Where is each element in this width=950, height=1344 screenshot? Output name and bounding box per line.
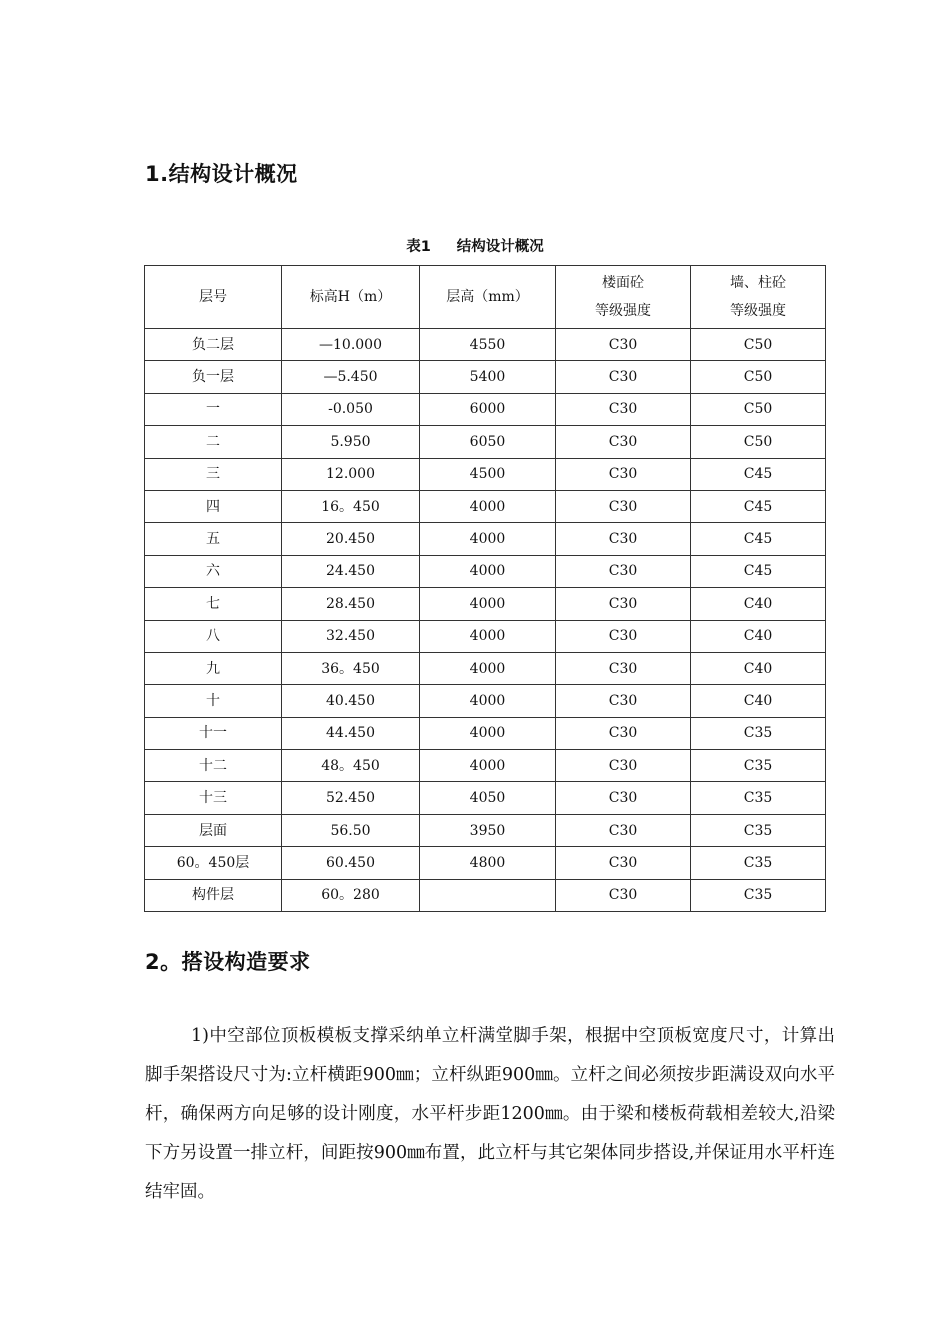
wall-grade-cell: C50 — [691, 393, 826, 425]
table-row — [145, 490, 826, 522]
floor-height-cell — [420, 879, 556, 911]
floor-grade-cell: C30 — [556, 426, 691, 458]
table-caption-label: 表1 — [406, 239, 431, 255]
elevation-cell: 44.450 — [282, 717, 420, 749]
floor-grade-cell: C30 — [556, 717, 691, 749]
floor-grade-cell: C30 — [556, 814, 691, 846]
elevation-cell: -0.050 — [282, 393, 420, 425]
floor-grade-cell: C30 — [556, 879, 691, 911]
elevation-cell: 56.50 — [282, 814, 420, 846]
wall-grade-cell: C40 — [691, 620, 826, 652]
table-row — [145, 652, 826, 684]
floor-cell: 60。450层 — [145, 847, 282, 879]
table-row — [145, 588, 826, 620]
floor-cell: 负二层 — [145, 329, 282, 361]
elevation-cell: 12.000 — [282, 458, 420, 490]
floor-cell: 一 — [145, 393, 282, 425]
floor-cell: 十二 — [145, 750, 282, 782]
floor-height-cell: 4000 — [420, 717, 556, 749]
elevation-cell: 28.450 — [282, 588, 420, 620]
elevation-cell: 60.450 — [282, 847, 420, 879]
floor-height-cell: 5400 — [420, 361, 556, 393]
floor-grade-cell: C30 — [556, 393, 691, 425]
table-row — [145, 523, 826, 555]
table-row — [145, 879, 826, 911]
floor-height-cell: 4800 — [420, 847, 556, 879]
elevation-cell: —5.450 — [282, 361, 420, 393]
floor-cell: 负一层 — [145, 361, 282, 393]
elevation-cell: 36。450 — [282, 652, 420, 684]
table-caption-title: 结构设计概况 — [456, 239, 544, 255]
floor-cell: 八 — [145, 620, 282, 652]
table-row — [145, 847, 826, 879]
floor-cell: 二 — [145, 426, 282, 458]
floor-grade-cell: C30 — [556, 685, 691, 717]
elevation-cell: —10.000 — [282, 329, 420, 361]
header-wall-column-concrete-grade: 墙、柱砼 等级强度 — [691, 266, 826, 329]
wall-grade-cell: C45 — [691, 458, 826, 490]
table-row — [145, 814, 826, 846]
header-floor-concrete-grade: 楼面砼 等级强度 — [556, 266, 691, 329]
wall-grade-cell: C45 — [691, 523, 826, 555]
floor-height-cell: 6000 — [420, 393, 556, 425]
table-caption — [0, 235, 950, 256]
floor-cell: 构件层 — [145, 879, 282, 911]
floor-height-cell: 4000 — [420, 620, 556, 652]
floor-grade-cell: C30 — [556, 555, 691, 587]
wall-grade-cell: C40 — [691, 685, 826, 717]
floor-height-cell: 4000 — [420, 523, 556, 555]
floor-cell: 三 — [145, 458, 282, 490]
table-row — [145, 782, 826, 814]
wall-grade-cell: C50 — [691, 426, 826, 458]
table-row — [145, 329, 826, 361]
wall-grade-cell: C35 — [691, 847, 826, 879]
floor-height-cell: 4000 — [420, 685, 556, 717]
floor-grade-cell: C30 — [556, 458, 691, 490]
header-floor-height: 层高（mm） — [420, 266, 556, 329]
floor-grade-cell: C30 — [556, 588, 691, 620]
wall-grade-cell: C50 — [691, 361, 826, 393]
wall-grade-cell: C35 — [691, 782, 826, 814]
table-row — [145, 393, 826, 425]
table-row — [145, 458, 826, 490]
floor-height-cell: 6050 — [420, 426, 556, 458]
table-row — [145, 426, 826, 458]
structure-overview-table — [144, 265, 826, 912]
floor-grade-cell: C30 — [556, 847, 691, 879]
floor-cell: 五 — [145, 523, 282, 555]
header-floor: 层号 — [145, 266, 282, 329]
elevation-cell: 24.450 — [282, 555, 420, 587]
table-header-row — [145, 266, 826, 329]
section-2-heading: 2。搭设构造要求 — [145, 950, 311, 974]
floor-cell: 十 — [145, 685, 282, 717]
floor-height-cell: 3950 — [420, 814, 556, 846]
table-row — [145, 620, 826, 652]
floor-height-cell: 4000 — [420, 750, 556, 782]
floor-height-cell: 4000 — [420, 490, 556, 522]
floor-height-cell: 4000 — [420, 588, 556, 620]
wall-grade-cell: C40 — [691, 588, 826, 620]
elevation-cell: 16。450 — [282, 490, 420, 522]
floor-height-cell: 4550 — [420, 329, 556, 361]
floor-cell: 六 — [145, 555, 282, 587]
floor-grade-cell: C30 — [556, 361, 691, 393]
wall-grade-cell: C35 — [691, 879, 826, 911]
floor-grade-cell: C30 — [556, 652, 691, 684]
floor-cell: 九 — [145, 652, 282, 684]
table-row — [145, 750, 826, 782]
wall-grade-cell: C40 — [691, 652, 826, 684]
wall-grade-cell: C45 — [691, 490, 826, 522]
wall-grade-cell: C35 — [691, 717, 826, 749]
floor-grade-cell: C30 — [556, 750, 691, 782]
elevation-cell: 32.450 — [282, 620, 420, 652]
wall-grade-cell: C45 — [691, 555, 826, 587]
table-body — [145, 329, 826, 912]
table-row — [145, 361, 826, 393]
table-row — [145, 685, 826, 717]
section-1-heading: 1.结构设计概况 — [145, 162, 298, 186]
floor-height-cell: 4000 — [420, 652, 556, 684]
elevation-cell: 48。450 — [282, 750, 420, 782]
table-row — [145, 717, 826, 749]
elevation-cell: 40.450 — [282, 685, 420, 717]
table-row — [145, 555, 826, 587]
floor-cell: 十一 — [145, 717, 282, 749]
elevation-cell: 52.450 — [282, 782, 420, 814]
floor-height-cell: 4050 — [420, 782, 556, 814]
elevation-cell: 20.450 — [282, 523, 420, 555]
floor-cell: 七 — [145, 588, 282, 620]
header-elevation: 标高H（m） — [282, 266, 420, 329]
floor-grade-cell: C30 — [556, 620, 691, 652]
floor-height-cell: 4000 — [420, 555, 556, 587]
floor-height-cell: 4500 — [420, 458, 556, 490]
wall-grade-cell: C35 — [691, 750, 826, 782]
elevation-cell: 60。280 — [282, 879, 420, 911]
floor-cell: 四 — [145, 490, 282, 522]
floor-cell: 十三 — [145, 782, 282, 814]
floor-grade-cell: C30 — [556, 782, 691, 814]
wall-grade-cell: C35 — [691, 814, 826, 846]
floor-grade-cell: C30 — [556, 329, 691, 361]
floor-grade-cell: C30 — [556, 523, 691, 555]
body-paragraph: 1)中空部位顶板模板支撑采纳单立杆满堂脚手架，根据中空顶板宽度尺寸，计算出脚手架搭设尺寸为:立杆横距900㎜；立杆纵距900㎜。立杆之间必须按步距满设双向水平杆，确保两方向足够的设计刚度，水平杆步距1200㎜。由于梁和楼板荷载相差较大,沿梁下方另设置一排立杆，间距按900㎜布置，此立杆与其它架体同步搭设,并保证用水平杆连结牢固。 — [145, 1026, 835, 1202]
wall-grade-cell: C50 — [691, 329, 826, 361]
elevation-cell: 5.950 — [282, 426, 420, 458]
floor-cell: 层面 — [145, 814, 282, 846]
floor-grade-cell: C30 — [556, 490, 691, 522]
